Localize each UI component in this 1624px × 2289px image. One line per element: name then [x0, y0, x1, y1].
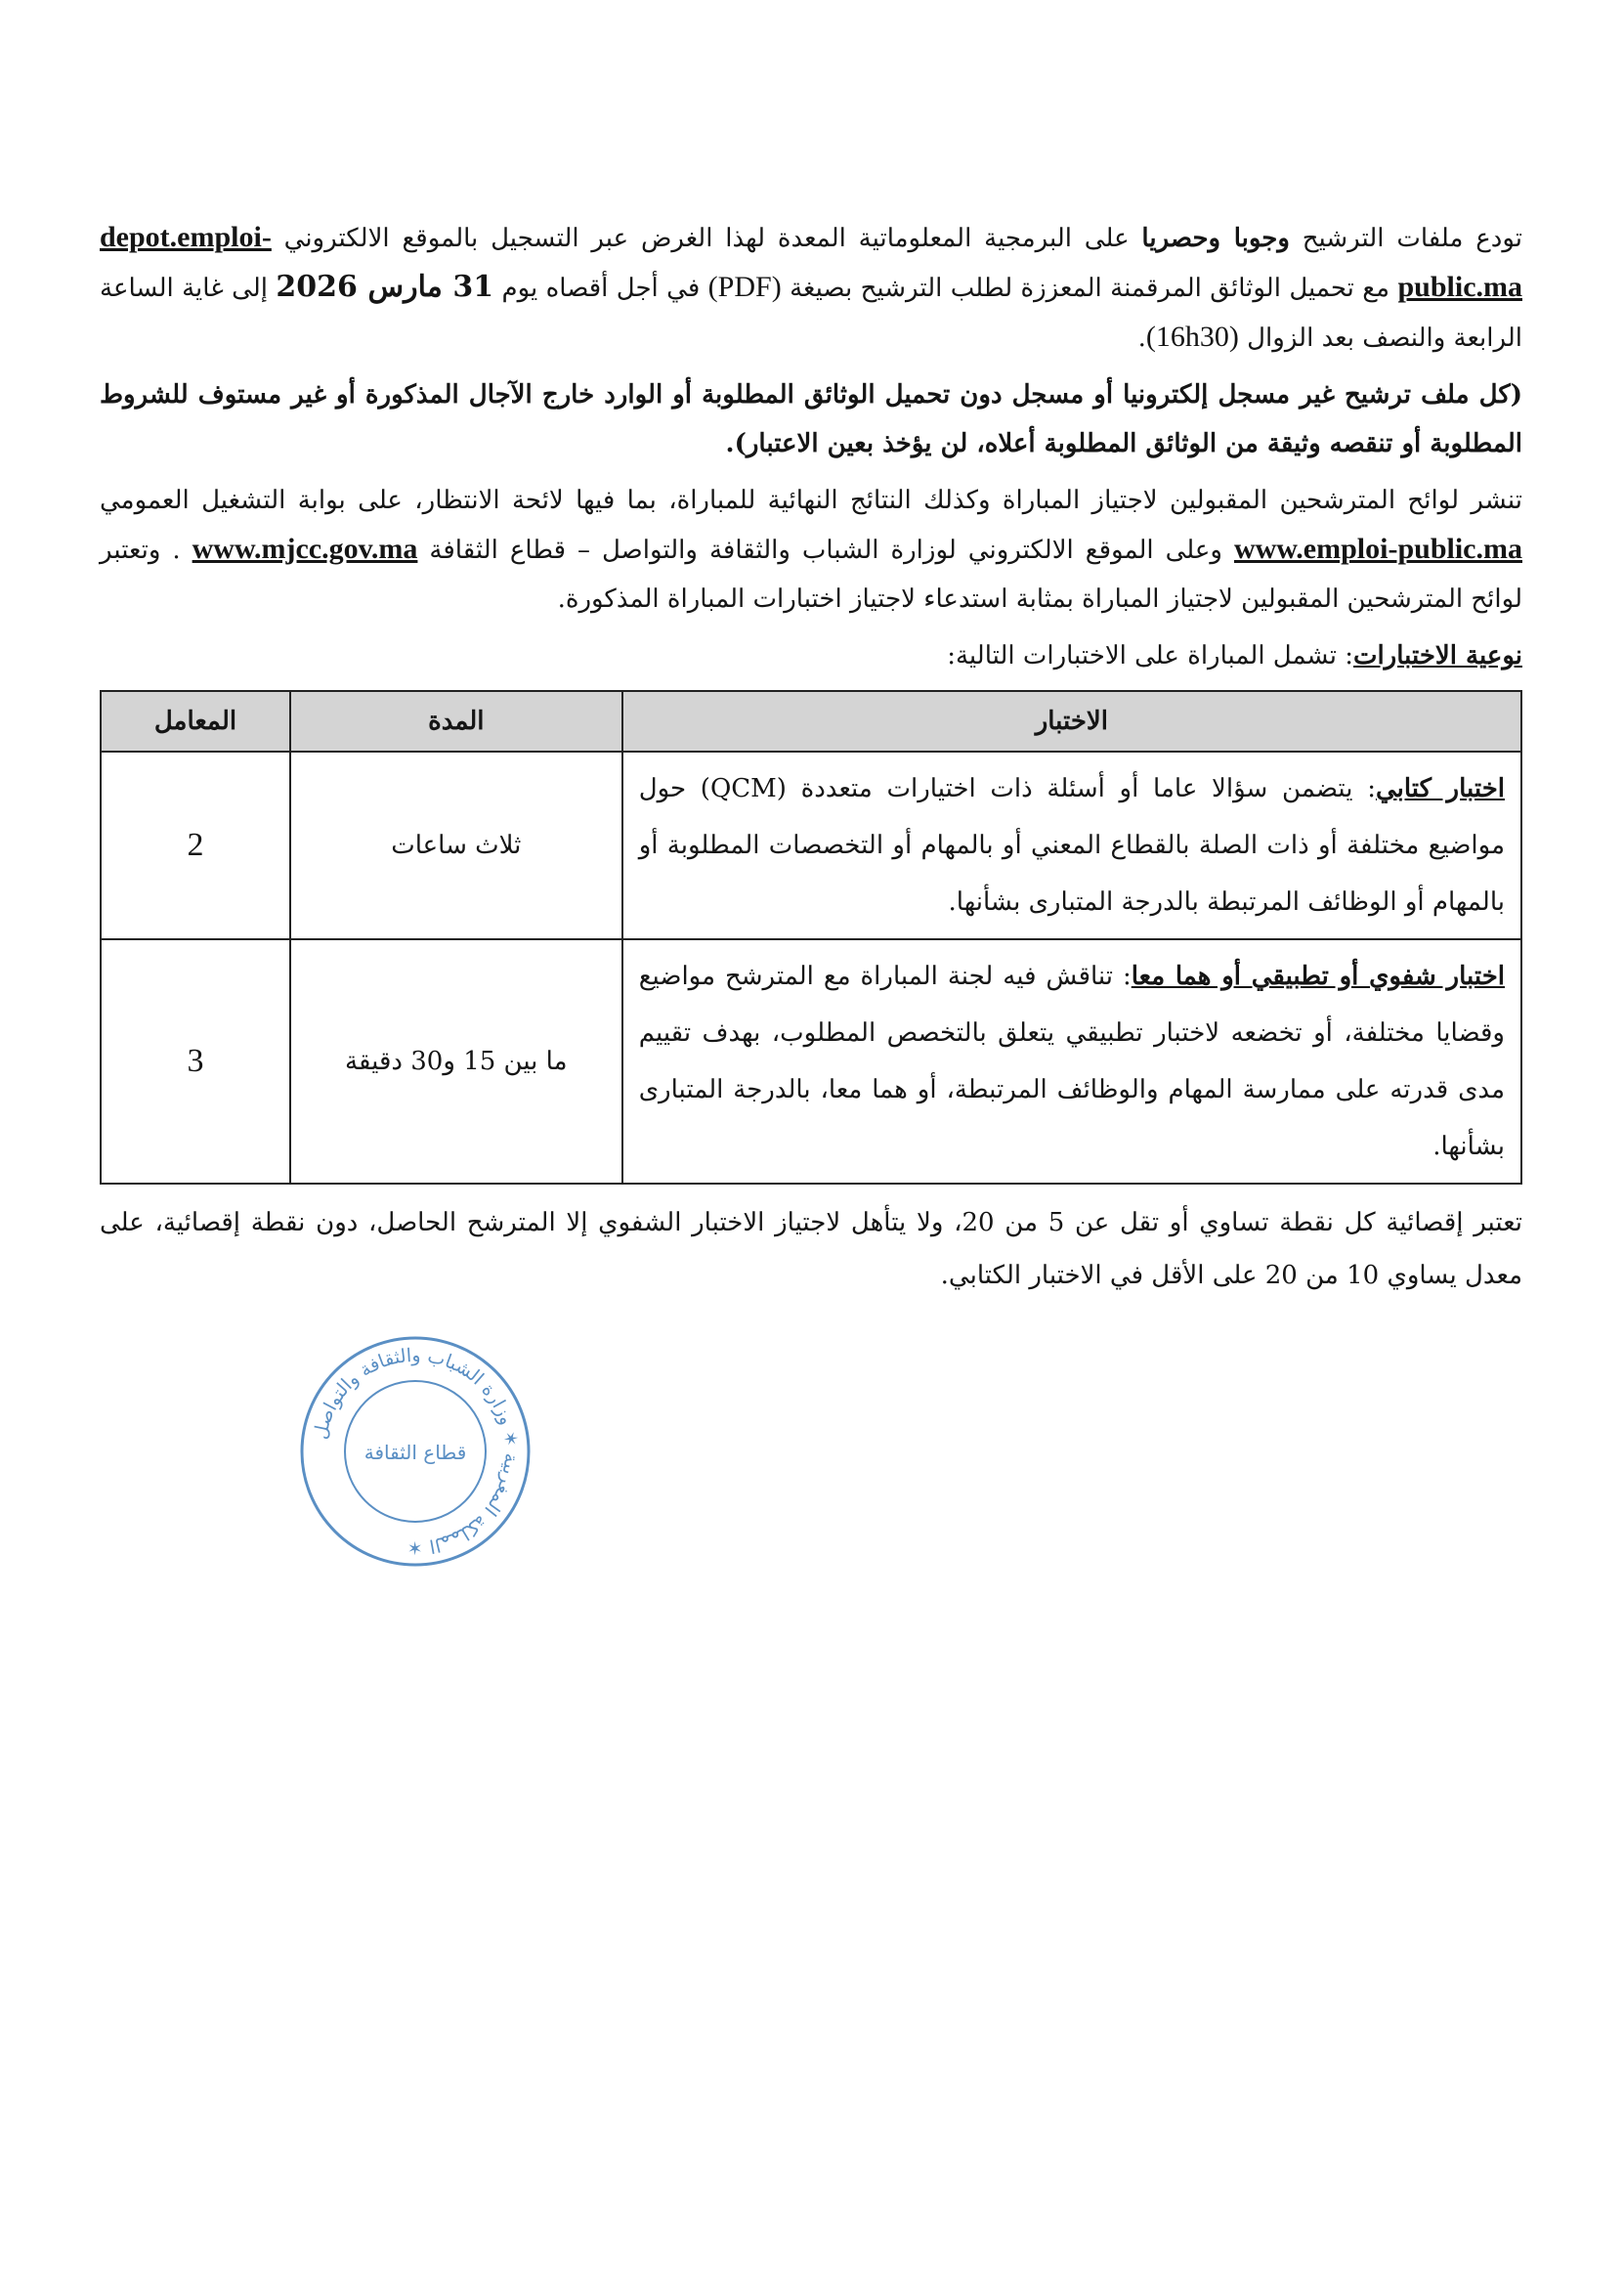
pdf-format: (PDF)	[707, 271, 782, 303]
test-title: اختبار كتابي	[1375, 774, 1505, 803]
tests-intro	[100, 631, 1522, 680]
mjcc-site-link[interactable]: www.mjcc.gov.ma	[192, 533, 418, 565]
tests-table	[100, 690, 1522, 1185]
header-test: الاختبار	[622, 691, 1521, 752]
deadline-time: إلى غاية الساعة الرابعة والنصف بعد الزوال	[100, 274, 1522, 353]
stamp-outer-text: المملكة المغربية ✶ وزارة الشباب والثقافة والتواصل ✶	[309, 1344, 523, 1559]
tests-intro-text: : تشمل المباراة على الاختبارات التالية:	[947, 641, 1353, 670]
publish-text-ministry: وعلى الموقع الالكتروني لوزارة الشباب والثقافة والتواصل – قطاع الثقافة	[417, 536, 1234, 565]
eliminatory-paragraph: تعتبر إقصائية كل نقطة تساوي أو تقل عن 5 من 20، ولا يتأهل لاجتياز الاختبار الشفوي إلا المترشح الحاصل، دون نقطة إقصائية، على معدل يساوي 10 من 20 على الأقل في الاختبار الكتابي.	[100, 1208, 1523, 1290]
document-body	[100, 213, 1522, 1302]
submission-mandatory: وجوبا وحصريا	[1141, 224, 1290, 253]
test-duration: ما بين 15 و30 دقيقة	[290, 939, 622, 1184]
submission-text-rest: على البرمجية المعلوماتية المعدة لهذا الغرض عبر التسجيل بالموقع الالكتروني	[271, 224, 1142, 253]
test-coefficient: 2	[101, 752, 290, 939]
test-description	[622, 752, 1521, 939]
deadline-hour: (16h30)	[1145, 321, 1239, 353]
emploi-public-link[interactable]: www.emploi-public.ma	[1233, 533, 1522, 565]
period: .	[1137, 324, 1146, 353]
warning-paragraph: (كل ملف ترشيح غير مسجل إلكترونيا أو مسجل دون تحميل الوثائق المطلوبة أو الوارد خارج الآجال المذكورة أو غير مستوف للشروط المطلوبة أو تنقصه وثيقة من الوثائق المطلوبة أعلاه، لن يؤخذ بعين الاعتبار).	[100, 380, 1522, 458]
test-title: اختبار شفوي أو تطبيقي أو هما معا	[1131, 962, 1505, 991]
submission-text: تودع ملفات الترشيح	[1289, 224, 1523, 253]
submission-paragraph	[100, 213, 1522, 363]
deadline-prefix: في أجل أقصاه يوم	[493, 274, 708, 303]
table-row	[101, 752, 1521, 939]
depot-site-link[interactable]: depot.emploi-public.ma	[100, 221, 1522, 303]
test-coefficient: 3	[101, 939, 290, 1184]
test-desc-text: : يتضمن سؤالا عاما أو أسئلة ذات اختيارات متعددة (QCM) حول مواضيع مختلفة أو ذات الصلة بالقطاع المعني أو بالمهام أو التخصصات المطلوبة أو بالمهام أو الوظائف المرتبطة بالدرجة المتبارى بشأنها.	[638, 774, 1505, 917]
table-row	[101, 939, 1521, 1184]
test-duration: ثلاث ساعات	[290, 752, 622, 939]
publish-paragraph	[100, 476, 1522, 624]
publish-text: تنشر لوائح المترشحين المقبولين لاجتياز المباراة وكذلك النتائج النهائية للمباراة، بما فيها لائحة الانتظار، على بوابة التشغيل العمومي	[100, 486, 1522, 515]
official-stamp	[298, 1334, 533, 1569]
stamp-inner-text: قطاع الثقافة	[363, 1441, 467, 1464]
table-header-row	[101, 691, 1521, 752]
header-coefficient: المعامل	[101, 691, 290, 752]
submission-docs-text: مع تحميل الوثائق المرقمنة المعززة لطلب الترشيح بصيغة	[781, 274, 1398, 303]
test-description	[622, 939, 1521, 1184]
tests-intro-label: نوعية الاختبارات	[1352, 641, 1522, 670]
header-duration: المدة	[290, 691, 622, 752]
test-desc-text: : تناقش فيه لجنة المباراة مع المترشح مواضيع وقضايا مختلفة، أو تخضعه لاختبار تطبيقي يتعلق بالتخصص المطلوب، بهدف تقييم مدى قدرته على ممارسة المهام والوظائف المرتبطة، أو هما معا، بالدرجة المتبارى بشأنها.	[638, 962, 1506, 1161]
publish-text-end: . وتعتبر لوائح المترشحين المقبولين لاجتياز المباراة بمثابة استدعاء لاجتياز اختبارات المباراة المذكورة.	[100, 536, 1522, 614]
deadline-date: 31 مارس 2026	[276, 270, 494, 304]
